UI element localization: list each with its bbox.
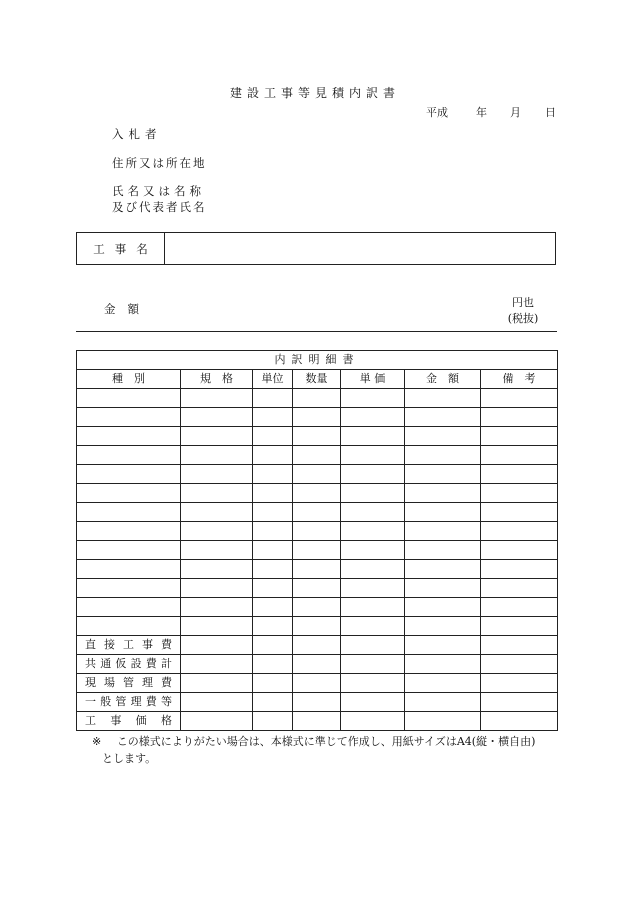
table-cell[interactable] (181, 408, 253, 427)
table-cell[interactable] (77, 579, 181, 598)
table-cell[interactable] (293, 579, 341, 598)
table-cell[interactable] (181, 446, 253, 465)
table-cell[interactable] (481, 465, 558, 484)
detail-title-row (77, 351, 558, 370)
table-cell[interactable] (293, 636, 341, 655)
table-cell[interactable] (481, 712, 558, 731)
table-cell[interactable] (341, 674, 405, 693)
table-cell[interactable] (341, 389, 405, 408)
summary-label: 工事価格 (77, 712, 181, 731)
table-cell[interactable] (405, 446, 481, 465)
summary-label: 共通仮設費計 (77, 655, 181, 674)
table-cell[interactable] (253, 560, 293, 579)
table-cell[interactable] (253, 522, 293, 541)
table-cell[interactable] (253, 503, 293, 522)
table-cell[interactable] (253, 598, 293, 617)
project-name-label: 工事名 (77, 233, 165, 264)
name-label: 氏名又は名称 (112, 184, 205, 198)
table-cell[interactable] (481, 693, 558, 712)
table-cell[interactable] (293, 503, 341, 522)
table-cell[interactable] (293, 617, 341, 636)
header-quantity: 数量 (293, 370, 341, 389)
table-cell[interactable] (405, 712, 481, 731)
header-remarks: 備 考 (481, 370, 558, 389)
table-cell[interactable] (77, 446, 181, 465)
detail-title: 内訳明細書 (77, 351, 558, 370)
table-cell[interactable] (341, 579, 405, 598)
table-cell[interactable] (341, 427, 405, 446)
amount-label: 金額 (104, 302, 151, 316)
table-cell[interactable] (481, 617, 558, 636)
table-cell[interactable] (181, 522, 253, 541)
table-cell[interactable] (481, 636, 558, 655)
table-cell[interactable] (77, 617, 181, 636)
table-cell[interactable] (253, 617, 293, 636)
date-era: 平成 (426, 106, 448, 119)
table-cell[interactable] (293, 598, 341, 617)
summary-row (77, 655, 558, 674)
table-cell[interactable] (481, 427, 558, 446)
table-cell[interactable] (293, 446, 341, 465)
table-row (77, 389, 558, 408)
table-cell[interactable] (341, 560, 405, 579)
table-row (77, 408, 558, 427)
table-cell[interactable] (253, 655, 293, 674)
table-cell[interactable] (181, 389, 253, 408)
footnote (92, 733, 535, 767)
table-cell[interactable] (481, 598, 558, 617)
table-cell[interactable] (481, 541, 558, 560)
table-row (77, 617, 558, 636)
table-cell[interactable] (293, 408, 341, 427)
table-cell[interactable] (341, 598, 405, 617)
representative-label: 及び代表者氏名 (112, 200, 207, 214)
table-cell[interactable] (181, 541, 253, 560)
table-cell[interactable] (181, 636, 253, 655)
table-cell[interactable] (481, 579, 558, 598)
table-cell[interactable] (181, 655, 253, 674)
footnote-line1: この様式によりがたい場合は、本様式に準じて作成し、用紙サイズはA4(縦・横自由) (116, 735, 536, 748)
table-cell[interactable] (181, 579, 253, 598)
project-name-box (76, 232, 556, 265)
header-unit-price: 単 価 (341, 370, 405, 389)
table-cell[interactable] (341, 484, 405, 503)
table-cell[interactable] (293, 693, 341, 712)
table-cell[interactable] (481, 560, 558, 579)
table-cell[interactable] (341, 655, 405, 674)
table-cell[interactable] (77, 541, 181, 560)
summary-row (77, 636, 558, 655)
table-cell[interactable] (253, 427, 293, 446)
table-cell[interactable] (341, 446, 405, 465)
table-cell[interactable] (341, 617, 405, 636)
header-amount: 金 額 (405, 370, 481, 389)
summary-label: 現場管理費 (77, 674, 181, 693)
table-cell[interactable] (405, 389, 481, 408)
table-cell[interactable] (293, 484, 341, 503)
table-cell[interactable] (341, 465, 405, 484)
table-cell[interactable] (481, 408, 558, 427)
table-row (77, 446, 558, 465)
table-cell[interactable] (77, 522, 181, 541)
table-cell[interactable] (293, 560, 341, 579)
table-row (77, 541, 558, 560)
table-row (77, 427, 558, 446)
table-cell[interactable] (181, 598, 253, 617)
table-cell[interactable] (481, 484, 558, 503)
document-title: 建設工事等見積内訳書 (229, 86, 400, 100)
summary-row (77, 674, 558, 693)
table-cell[interactable] (253, 389, 293, 408)
table-cell[interactable] (253, 465, 293, 484)
amount-underline (76, 331, 557, 332)
table-cell[interactable] (341, 636, 405, 655)
amount-unit: 円也 (512, 296, 534, 309)
detail-header-row (77, 370, 558, 389)
table-cell[interactable] (405, 503, 481, 522)
table-cell[interactable] (481, 389, 558, 408)
date-month: 月 (510, 106, 521, 119)
summary-label: 一般管理費等 (77, 693, 181, 712)
table-row (77, 465, 558, 484)
table-cell[interactable] (341, 503, 405, 522)
table-cell[interactable] (481, 674, 558, 693)
table-cell[interactable] (405, 560, 481, 579)
table-cell[interactable] (181, 484, 253, 503)
table-cell[interactable] (405, 484, 481, 503)
table-row (77, 522, 558, 541)
bidder-label: 入札者 (112, 127, 162, 141)
table-cell[interactable] (293, 427, 341, 446)
table-cell[interactable] (341, 541, 405, 560)
table-cell[interactable] (77, 427, 181, 446)
table-cell[interactable] (293, 389, 341, 408)
table-cell[interactable] (77, 389, 181, 408)
table-cell[interactable] (405, 655, 481, 674)
table-cell[interactable] (405, 693, 481, 712)
table-cell[interactable] (253, 408, 293, 427)
table-cell[interactable] (181, 427, 253, 446)
table-cell[interactable] (293, 712, 341, 731)
table-cell[interactable] (253, 541, 293, 560)
table-row (77, 484, 558, 503)
table-cell[interactable] (253, 693, 293, 712)
table-cell[interactable] (481, 522, 558, 541)
table-cell[interactable] (341, 408, 405, 427)
table-cell[interactable] (341, 693, 405, 712)
table-cell[interactable] (181, 465, 253, 484)
table-cell[interactable] (253, 636, 293, 655)
table-cell[interactable] (77, 503, 181, 522)
table-cell[interactable] (77, 484, 181, 503)
table-cell[interactable] (341, 522, 405, 541)
table-cell[interactable] (405, 598, 481, 617)
table-cell[interactable] (405, 541, 481, 560)
summary-row (77, 712, 558, 731)
date-day: 日 (545, 106, 556, 119)
table-cell[interactable] (481, 446, 558, 465)
table-cell[interactable] (253, 484, 293, 503)
table-row (77, 579, 558, 598)
header-spec: 規 格 (181, 370, 253, 389)
table-cell[interactable] (181, 560, 253, 579)
table-cell[interactable] (293, 655, 341, 674)
table-cell[interactable] (253, 579, 293, 598)
table-cell[interactable] (293, 522, 341, 541)
table-cell[interactable] (253, 712, 293, 731)
table-cell[interactable] (405, 427, 481, 446)
table-cell[interactable] (253, 446, 293, 465)
table-cell[interactable] (293, 674, 341, 693)
table-cell[interactable] (481, 503, 558, 522)
table-row (77, 503, 558, 522)
table-cell[interactable] (77, 560, 181, 579)
address-label: 住所又は所在地 (112, 156, 207, 170)
tax-excluded-note: (税抜) (507, 312, 539, 325)
table-cell[interactable] (253, 674, 293, 693)
table-cell[interactable] (181, 503, 253, 522)
table-cell[interactable] (405, 408, 481, 427)
table-cell[interactable] (405, 674, 481, 693)
table-cell[interactable] (293, 541, 341, 560)
table-cell[interactable] (293, 465, 341, 484)
table-cell[interactable] (181, 674, 253, 693)
table-cell[interactable] (77, 408, 181, 427)
table-cell[interactable] (405, 636, 481, 655)
table-cell[interactable] (341, 712, 405, 731)
table-cell[interactable] (405, 522, 481, 541)
table-cell[interactable] (77, 598, 181, 617)
date-year: 年 (476, 106, 487, 119)
footnote-mark: ※ (92, 735, 102, 748)
detail-table (76, 350, 558, 731)
footnote-line2: とします。 (102, 752, 157, 765)
header-unit: 単位 (253, 370, 293, 389)
table-cell[interactable] (77, 465, 181, 484)
table-cell[interactable] (405, 579, 481, 598)
table-cell[interactable] (481, 655, 558, 674)
table-cell[interactable] (405, 465, 481, 484)
table-row (77, 560, 558, 579)
summary-label: 直接工事費 (77, 636, 181, 655)
summary-row (77, 693, 558, 712)
table-row (77, 598, 558, 617)
table-cell[interactable] (181, 712, 253, 731)
table-cell[interactable] (181, 617, 253, 636)
table-cell[interactable] (181, 693, 253, 712)
header-category: 種 別 (77, 370, 181, 389)
table-cell[interactable] (405, 617, 481, 636)
